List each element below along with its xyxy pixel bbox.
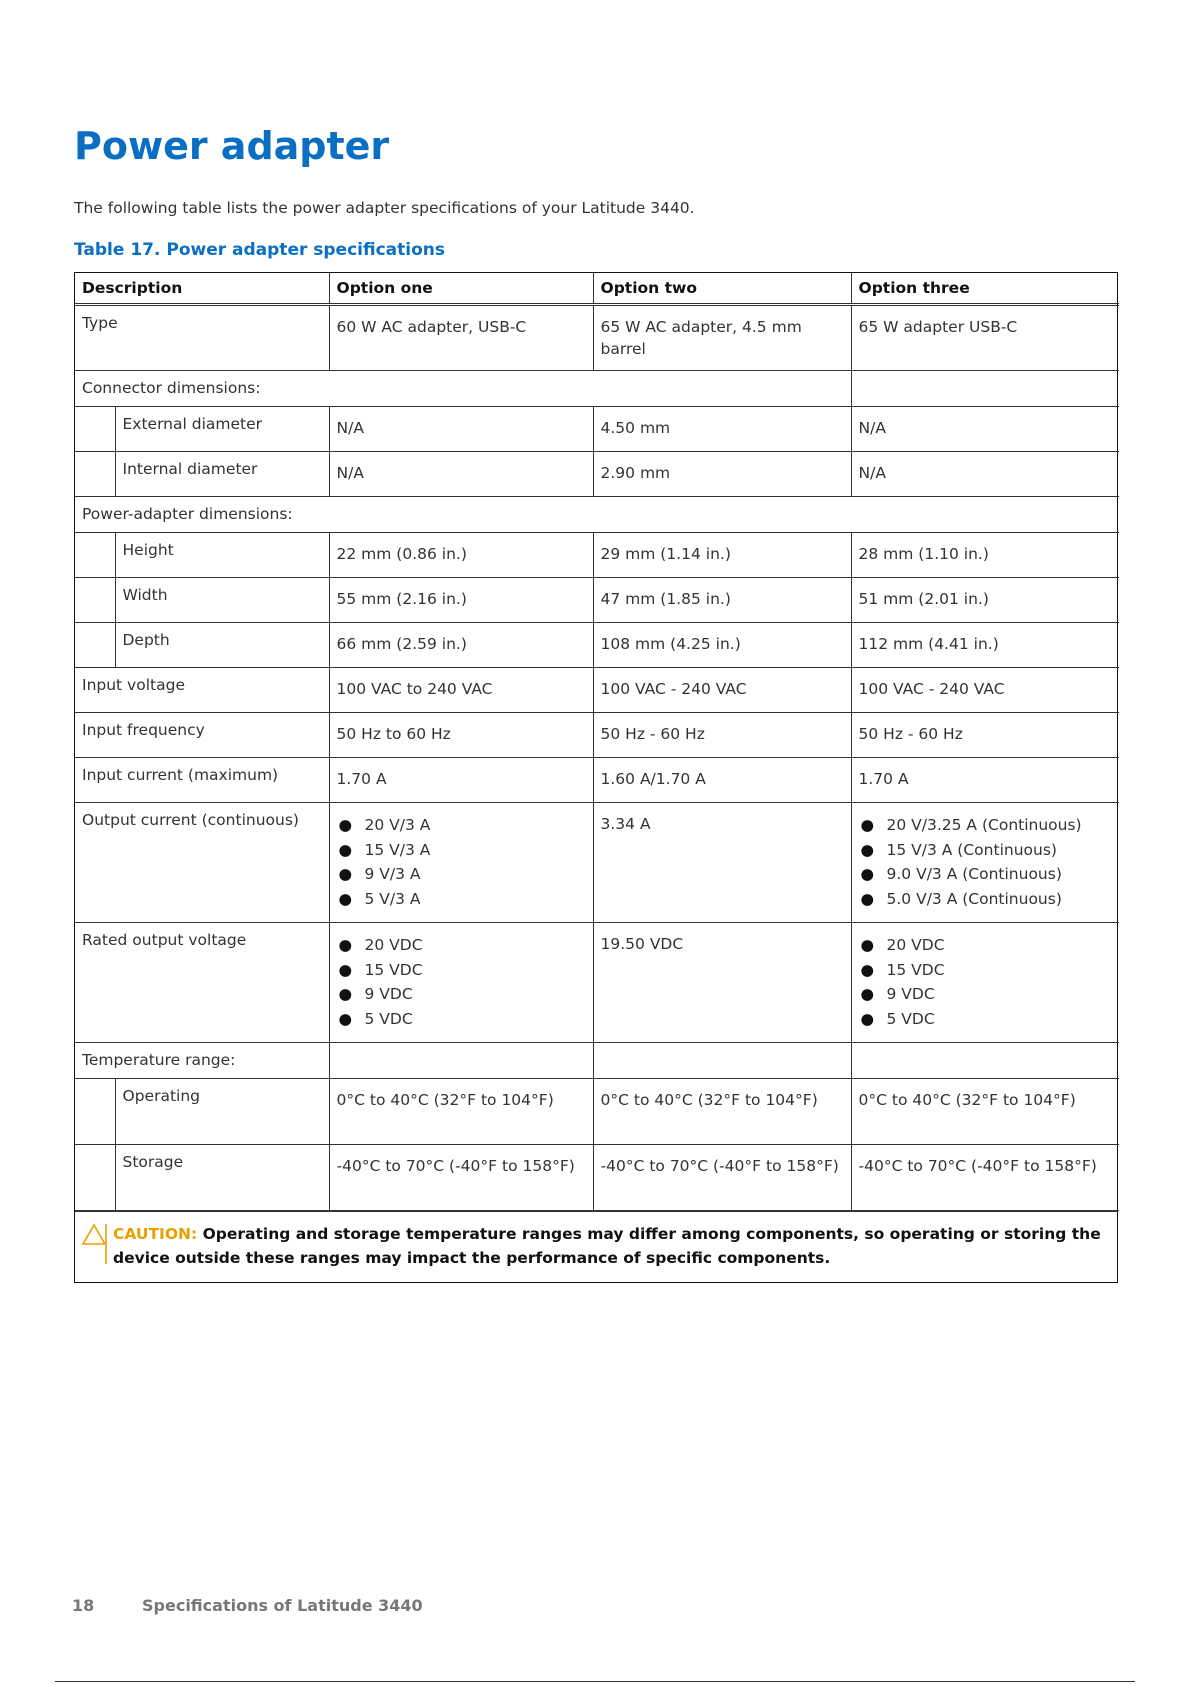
cell-value: 2.90 mm — [593, 452, 851, 497]
bullet-list — [859, 933, 1113, 1031]
bullet-icon: ● — [860, 889, 875, 908]
indent-cell — [75, 1079, 115, 1145]
cell-value: 0°C to 40°C (32°F to 104°F) — [593, 1079, 851, 1145]
cell-value: 19.50 VDC — [593, 923, 851, 1043]
indent-cell — [75, 533, 115, 578]
list-item — [859, 838, 1113, 863]
bullet-icon: ● — [860, 960, 875, 979]
list-item — [337, 862, 586, 887]
cell-value: 47 mm (1.85 in.) — [593, 578, 851, 623]
cell-value: N/A — [329, 452, 593, 497]
cell-value: N/A — [329, 407, 593, 452]
header-option-two: Option two — [593, 273, 851, 305]
list-item — [859, 958, 1113, 983]
cell-value: 100 VAC - 240 VAC — [851, 668, 1119, 713]
cell-value: 112 mm (4.41 in.) — [851, 623, 1119, 668]
table-row — [75, 1145, 1119, 1211]
footer-page-number: 18 — [72, 1596, 95, 1615]
list-item — [337, 838, 586, 863]
table-row — [75, 407, 1119, 452]
list-item-text: 9 V/3 A — [364, 865, 421, 883]
cell-value-list — [329, 923, 593, 1043]
row-label-external-diameter: External diameter — [115, 407, 329, 452]
bullet-list — [337, 933, 586, 1031]
list-item — [859, 862, 1113, 887]
cell-value: 3.34 A — [593, 803, 851, 923]
cell-value: 51 mm (2.01 in.) — [851, 578, 1119, 623]
list-item-text: 20 VDC — [364, 936, 423, 954]
cell-value: N/A — [851, 407, 1119, 452]
list-item — [859, 982, 1113, 1007]
row-label-input-current: Input current (maximum) — [75, 758, 329, 803]
table-row — [75, 668, 1119, 713]
indent-cell — [75, 452, 115, 497]
table-row — [75, 533, 1119, 578]
list-item — [337, 887, 586, 912]
indent-cell — [75, 1145, 115, 1211]
cell-value: N/A — [851, 452, 1119, 497]
bullet-icon: ● — [860, 985, 875, 1003]
cell-value: 60 W AC adapter, USB-C — [329, 305, 593, 371]
list-item — [337, 933, 586, 958]
header-description: Description — [75, 273, 329, 305]
footer-divider — [55, 1681, 1135, 1682]
caution-text: Operating and storage temperature ranges may differ among components, so operating or storing the device outside these ranges may impact the performance of specific components. — [113, 1225, 1101, 1267]
table-row — [75, 803, 1119, 923]
table-row — [75, 923, 1119, 1043]
cell-value: 4.50 mm — [593, 407, 851, 452]
caution-label: CAUTION: — [113, 1225, 198, 1243]
table-row — [75, 305, 1119, 371]
table-row — [75, 758, 1119, 803]
row-label-rated-output-voltage: Rated output voltage — [75, 923, 329, 1043]
bullet-icon: ● — [338, 936, 353, 954]
list-item-text: 20 V/3 A — [364, 816, 431, 834]
bullet-icon: ● — [860, 936, 875, 954]
table-caption: Table 17. Power adapter specifications — [74, 240, 445, 260]
cell-value-list — [851, 803, 1119, 923]
cell-value: 50 Hz - 60 Hz — [593, 713, 851, 758]
list-item-text: 5 VDC — [364, 1009, 413, 1028]
list-item-text: 20 V/3.25 A (Continuous) — [886, 816, 1082, 834]
indent-cell — [75, 623, 115, 668]
list-item — [859, 933, 1113, 958]
list-item — [337, 1007, 586, 1032]
cell-value: 100 VAC - 240 VAC — [593, 668, 851, 713]
bullet-icon: ● — [338, 840, 353, 859]
list-item — [337, 813, 586, 838]
cell-value: 100 VAC to 240 VAC — [329, 668, 593, 713]
header-option-one: Option one — [329, 273, 593, 305]
table-row — [75, 452, 1119, 497]
bullet-icon: ● — [338, 960, 353, 979]
cell-value: 108 mm (4.25 in.) — [593, 623, 851, 668]
row-label-storage: Storage — [115, 1145, 329, 1211]
row-label-input-frequency: Input frequency — [75, 713, 329, 758]
cell-value: 50 Hz to 60 Hz — [329, 713, 593, 758]
warning-triangle-icon — [81, 1222, 107, 1266]
list-item-text: 15 VDC — [886, 960, 945, 979]
cell-empty — [593, 1043, 851, 1079]
indent-cell — [75, 407, 115, 452]
row-label-width: Width — [115, 578, 329, 623]
caution-note — [75, 1211, 1117, 1282]
cell-value: 65 W AC adapter, 4.5 mm barrel — [593, 305, 851, 371]
row-label-height: Height — [115, 533, 329, 578]
footer-section-title: Specifications of Latitude 3440 — [142, 1596, 423, 1615]
cell-empty — [851, 1043, 1119, 1079]
header-option-three: Option three — [851, 273, 1119, 305]
table-row — [75, 1079, 1119, 1145]
row-label-connector: Connector dimensions: — [75, 371, 851, 407]
bullet-icon: ● — [338, 816, 353, 834]
row-label-operating: Operating — [115, 1079, 329, 1145]
list-item — [337, 958, 586, 983]
cell-value: 50 Hz - 60 Hz — [851, 713, 1119, 758]
bullet-icon: ● — [338, 1009, 353, 1028]
cell-value: 22 mm (0.86 in.) — [329, 533, 593, 578]
cell-value: 1.70 A — [329, 758, 593, 803]
indent-cell — [75, 578, 115, 623]
table-row — [75, 623, 1119, 668]
bullet-icon: ● — [860, 840, 875, 859]
cell-value: -40°C to 70°C (-40°F to 158°F) — [593, 1145, 851, 1211]
table-row — [75, 497, 1119, 533]
bullet-list — [859, 813, 1113, 911]
row-label-type: Type — [75, 305, 329, 371]
list-item-text: 5 VDC — [886, 1009, 935, 1028]
page-title: Power adapter — [74, 124, 390, 168]
row-label-temperature-range: Temperature range: — [75, 1043, 329, 1079]
bullet-icon: ● — [338, 889, 353, 908]
list-item-text: 9 VDC — [364, 985, 413, 1003]
table-row — [75, 371, 1119, 407]
list-item — [859, 887, 1113, 912]
list-item — [859, 1007, 1113, 1032]
bullet-icon: ● — [338, 865, 353, 883]
list-item-text: 9 VDC — [886, 985, 935, 1003]
cell-value: -40°C to 70°C (-40°F to 158°F) — [851, 1145, 1119, 1211]
table-row — [75, 1043, 1119, 1079]
cell-value: 29 mm (1.14 in.) — [593, 533, 851, 578]
list-item-text: 5.0 V/3 A (Continuous) — [886, 889, 1062, 908]
row-label-output-current: Output current (continuous) — [75, 803, 329, 923]
list-item-text: 20 VDC — [886, 936, 945, 954]
table-header-row — [75, 273, 1119, 305]
bullet-icon: ● — [338, 985, 353, 1003]
row-label-power-adapter-dimensions: Power-adapter dimensions: — [75, 497, 1119, 533]
list-item-text: 15 VDC — [364, 960, 423, 979]
row-label-internal-diameter: Internal diameter — [115, 452, 329, 497]
intro-paragraph: The following table lists the power adapter specifications of your Latitude 3440. — [74, 199, 695, 217]
cell-value-list — [329, 803, 593, 923]
list-item-text: 15 V/3 A — [364, 840, 431, 859]
list-item-text: 15 V/3 A (Continuous) — [886, 840, 1057, 859]
bullet-icon: ● — [860, 865, 875, 883]
spec-table-wrapper — [74, 272, 1118, 1283]
cell-empty — [851, 371, 1119, 407]
cell-value: 66 mm (2.59 in.) — [329, 623, 593, 668]
table-row — [75, 578, 1119, 623]
bullet-list — [337, 813, 586, 911]
cell-value: -40°C to 70°C (-40°F to 158°F) — [329, 1145, 593, 1211]
cell-value: 0°C to 40°C (32°F to 104°F) — [329, 1079, 593, 1145]
row-label-depth: Depth — [115, 623, 329, 668]
cell-value: 55 mm (2.16 in.) — [329, 578, 593, 623]
cell-value: 1.60 A/1.70 A — [593, 758, 851, 803]
list-item — [859, 813, 1113, 838]
cell-value-list — [851, 923, 1119, 1043]
list-item — [337, 982, 586, 1007]
row-label-input-voltage: Input voltage — [75, 668, 329, 713]
cell-empty — [329, 1043, 593, 1079]
cell-value: 0°C to 40°C (32°F to 104°F) — [851, 1079, 1119, 1145]
list-item-text: 5 V/3 A — [364, 889, 421, 908]
bullet-icon: ● — [860, 816, 875, 834]
bullet-icon: ● — [860, 1009, 875, 1028]
cell-value: 65 W adapter USB-C — [851, 305, 1119, 371]
list-item-text: 9.0 V/3 A (Continuous) — [886, 865, 1062, 883]
cell-value: 28 mm (1.10 in.) — [851, 533, 1119, 578]
power-adapter-spec-table — [75, 273, 1119, 1211]
cell-value: 1.70 A — [851, 758, 1119, 803]
table-row — [75, 713, 1119, 758]
